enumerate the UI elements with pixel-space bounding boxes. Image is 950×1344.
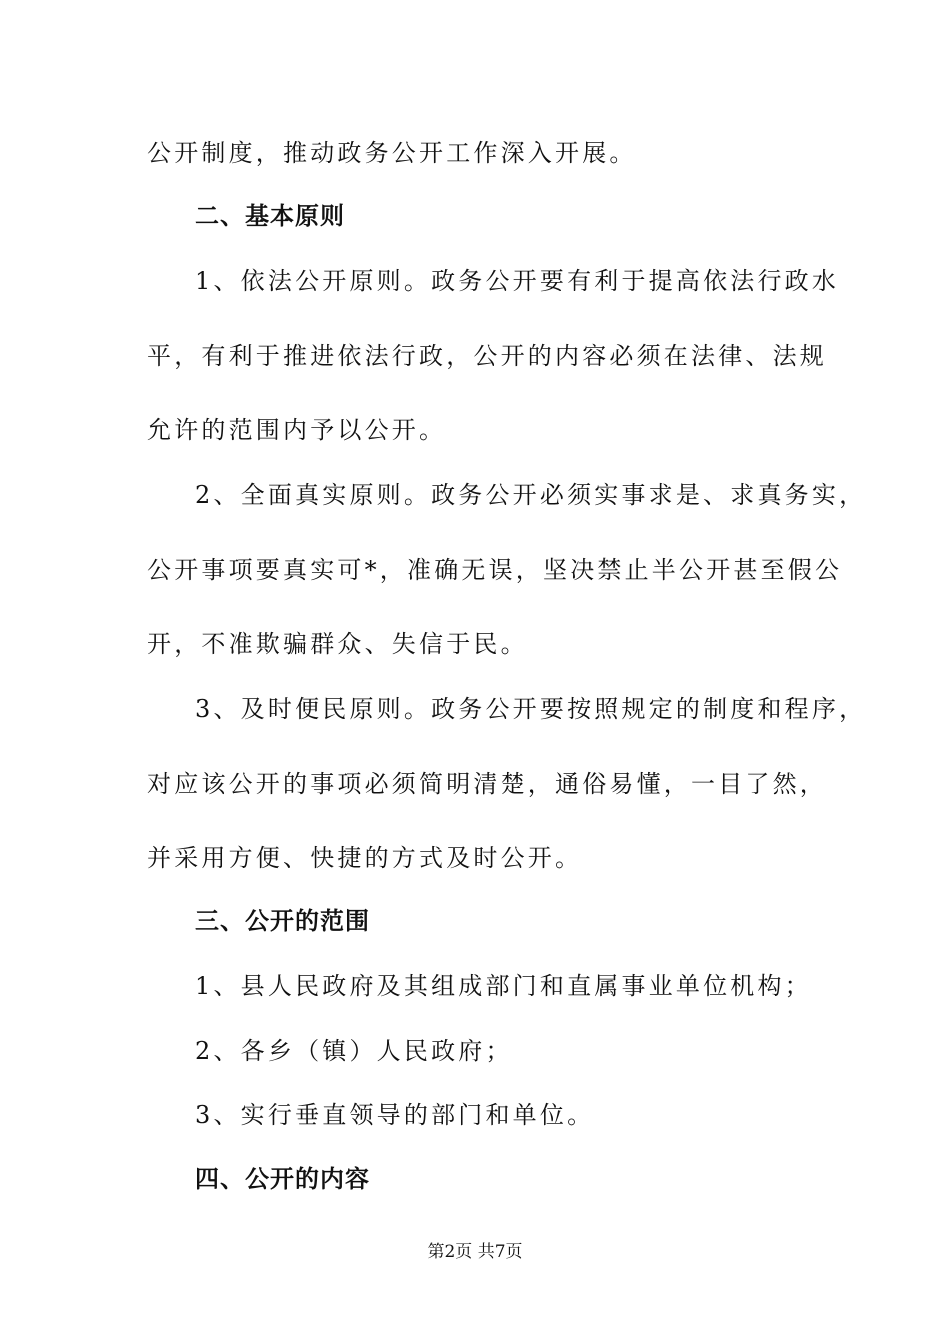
paragraph-line: 允许的范围内予以公开。 <box>147 416 447 444</box>
paragraph-line: 平，有利于推进依法行政，公开的内容必须在法律、法规 <box>147 342 827 370</box>
paragraph-line: 3、及时便民原则。政务公开要按照规定的制度和程序， <box>195 695 867 723</box>
list-item: 3、实行垂直领导的部门和单位。 <box>195 1101 595 1129</box>
section-heading-scope: 三、公开的范围 <box>195 906 370 935</box>
paragraph-line: 并采用方便、快捷的方式及时公开。 <box>147 844 583 872</box>
paragraph-line: 公开制度，推动政务公开工作深入开展。 <box>147 139 637 167</box>
page-number-footer: 第2页 共7页 <box>427 1242 523 1262</box>
paragraph-line: 2、全面真实原则。政务公开必须实事求是、求真务实， <box>195 481 867 509</box>
section-heading-principles: 二、基本原则 <box>195 201 345 230</box>
list-item: 2、各乡（镇）人民政府； <box>195 1037 513 1065</box>
paragraph-line: 开，不准欺骗群众、失信于民。 <box>147 630 528 658</box>
list-item: 1、县人民政府及其组成部门和直属事业单位机构； <box>195 972 812 1000</box>
paragraph-line: 1、依法公开原则。政务公开要有利于提高依法行政水 <box>195 267 840 295</box>
paragraph-line: 公开事项要真实可*，准确无误，坚决禁止半公开甚至假公 <box>147 556 843 584</box>
paragraph-line: 对应该公开的事项必须简明清楚，通俗易懂，一目了然， <box>147 770 827 798</box>
section-heading-content: 四、公开的内容 <box>195 1164 370 1193</box>
